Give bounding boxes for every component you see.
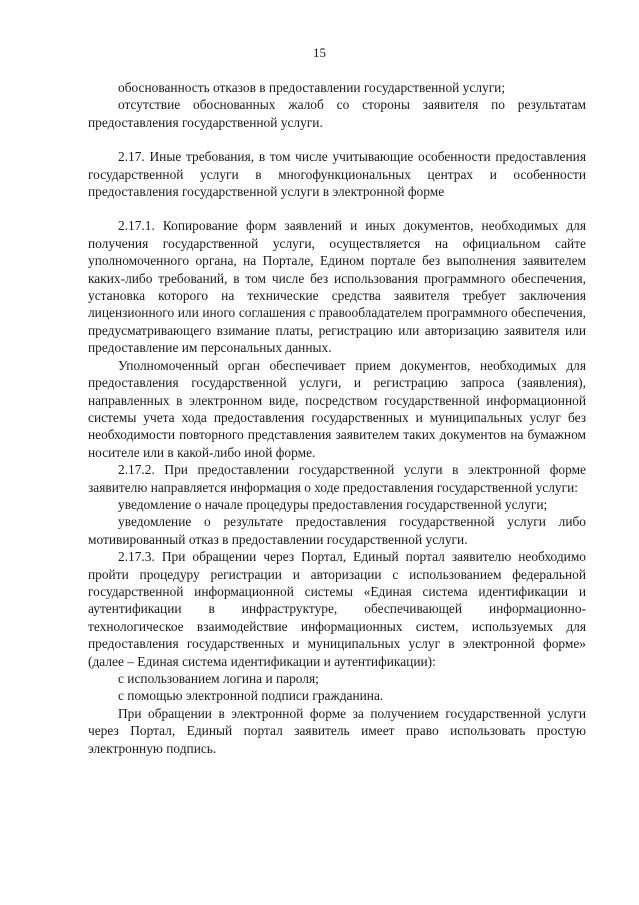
paragraph: отсутствие обоснованных жалоб со стороны заявителя по результатам предоставления государственной услуги.	[88, 97, 586, 130]
paragraph: уведомление о результате предоставления государственной услуги либо мотивированный отказ в предоставлении государственной услуги.	[88, 514, 586, 547]
paragraph: с использованием логина и пароля;	[118, 671, 319, 686]
paragraph: 2.17.1. Копирование форм заявлений и иных документов, необходимых для получения государственной услуги, осуществляется на официальном сайте уполномоченного органа, на Портале, Едином портале без выполнения заявителем каких-либо требований, в том числе без использования программного обеспечения, установка которого на технические средства заявителя требует заключения лицензионного или иного соглашения с правообладателем программного обеспечения, предусматривающего взимание платы, регистрацию или авторизацию заявителя или предоставление им персональных данных.	[88, 218, 586, 356]
paragraph: обоснованность отказов в предоставлении государственной услуги;	[118, 80, 506, 95]
paragraph: 2.17. Иные требования, в том числе учитывающие особенности предоставления государственной услуги в многофункциональных центрах и особенности предоставления государственной услуги в электронной форме	[88, 149, 586, 200]
paragraph: с помощью электронной подписи гражданина.	[118, 688, 384, 704]
paragraph: 2.17.2. При предоставлении государственной услуги в электронной форме заявителю направляется информация о ходе предоставления государственной услуги:	[88, 462, 586, 495]
paragraph: Уполномоченный орган обеспечивает прием документов, необходимых для предоставления государственной услуги, и регистрацию запроса (заявления), направленных в электронном виде, посредством государственной информационной системы учета хода предоставления государственных и муниципальных услуг без необходимости повторного представления заявителем таких документов на бумажном носителе или в какой-либо иной форме.	[88, 357, 586, 460]
paragraph: 2.17.3. При обращении через Портал, Единый портал заявителю необходимо пройти процедуру регистрации и авторизации с использованием федеральной государственной информационной системы «Единая система идентификации и аутентификации в инфраструктуре, обеспечивающей информационно-технологическое взаимодействие информационных систем, используемых для предоставления государственных и муниципальных услуг в электронной форме» (далее – Единая система идентификации и аутентификации):	[88, 549, 586, 669]
page-number: 15	[313, 45, 326, 60]
paragraph: При обращении в электронной форме за получением государственной услуги через Портал, Единый портал заявитель имеет право использовать простую электронную подпись.	[88, 705, 586, 756]
paragraph: уведомление о начале процедуры предоставления государственной услуги;	[118, 496, 548, 512]
document-body	[88, 79, 586, 757]
